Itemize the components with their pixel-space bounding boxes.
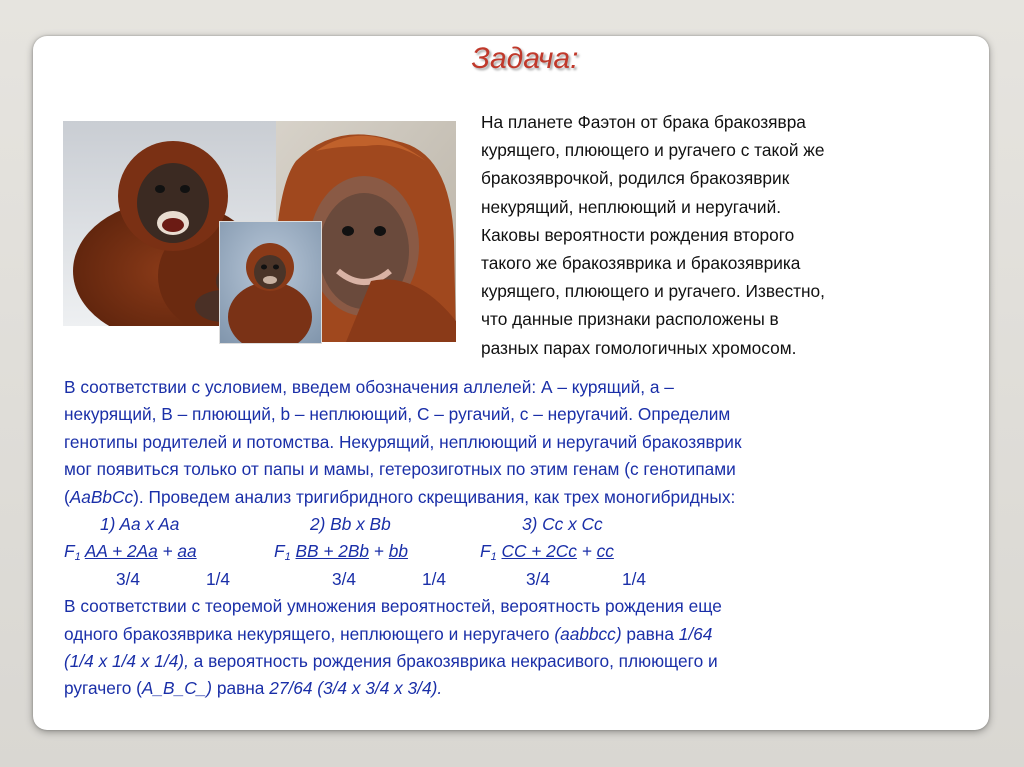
orangutan-photo-small <box>219 221 322 344</box>
analysis-text: ). Проведем анализ тригибридного скрещивания, как трех моногибридных: <box>133 486 736 507</box>
conclusion-text: одного бракозяврика некурящего, неплюющего и неругачего <box>64 623 555 644</box>
solution-line: В соответствии с условием, введем обозначения аллелей: А – курящий, а – <box>64 377 674 397</box>
f1-recessive-b: bb <box>388 541 408 562</box>
solution-line: некурящий, В – плюющий, b – неплюющий, С – ругачий, с – неругачий. Определим <box>64 404 731 425</box>
genotype-open: ( <box>64 486 70 507</box>
ratio-row <box>64 566 984 593</box>
dominant-genotype: A_B_C_) <box>141 678 213 699</box>
problem-line: бракозяврочкой, родился бракозяврик <box>481 168 790 189</box>
solution-block <box>64 374 984 703</box>
solution-line <box>64 484 984 511</box>
conclusion-text: а вероятность рождения бракозяврика некрасивого, плюющего и <box>188 650 718 671</box>
slide-title: Задача: <box>471 42 579 75</box>
f1-dominant-c: CC + 2Cc <box>501 541 577 562</box>
f1-plus: + <box>157 541 178 562</box>
conclusion-line: В соответствии с теоремой умножения вероятностей, вероятность рождения еще <box>64 596 722 617</box>
ratio: 1/4 <box>206 568 231 589</box>
f1-label: F <box>480 541 491 562</box>
f1-row <box>64 538 984 565</box>
conclusion-text: равна <box>212 678 270 699</box>
f1-label: F <box>64 541 75 562</box>
solution-line: генотипы родителей и потомства. Некурящий, неплюющий и неругачий бракозяврик <box>64 431 742 452</box>
parent-genotype: AaBbCc <box>69 486 134 507</box>
problem-line: что данные признаки расположены в <box>481 309 779 330</box>
conclusion-line <box>64 621 984 648</box>
ratio: 3/4 <box>332 568 357 589</box>
problem-line: разных парах гомологичных хромосом. <box>481 337 797 358</box>
ratio: 1/4 <box>622 568 647 589</box>
problem-line: На планете Фаэтон от брака бракозявра <box>481 112 806 132</box>
ratio: 3/4 <box>116 568 141 589</box>
conclusion-line <box>64 648 984 675</box>
problem-line: курящего, плюющего и ругачего. Известно, <box>481 281 825 302</box>
probability-1-64: 1/64 <box>678 623 713 644</box>
f1-dominant-b: BB + 2Bb <box>295 541 369 562</box>
recessive-genotype: (aabbcc) <box>554 623 622 644</box>
f1-plus: + <box>576 541 597 562</box>
f1-plus: + <box>369 541 389 562</box>
probability-27-64: 27/64 (3/4 x 3/4 x 3/4). <box>269 678 443 699</box>
f1-label: F <box>274 541 285 562</box>
conclusion-line <box>64 675 984 702</box>
problem-line: курящего, плюющего и ругачего с такой же <box>481 140 825 161</box>
f1-sub: 1 <box>74 551 81 564</box>
solution-line: мог появиться только от папы и мамы, гетерозиготных по этим генам (с генотипами <box>64 459 736 480</box>
problem-statement <box>481 108 961 362</box>
product-1-4: (1/4 x 1/4 x 1/4), <box>64 650 189 671</box>
conclusion-text: ругачего ( <box>64 678 142 699</box>
ratio: 3/4 <box>526 568 551 589</box>
cross-2: 2) Bb x Bb <box>310 513 391 534</box>
crosses-row <box>64 511 984 538</box>
problem-line: Каковы вероятности рождения второго <box>481 224 795 245</box>
ratio: 1/4 <box>422 568 447 589</box>
cross-1: 1) Aa x Aa <box>100 513 180 534</box>
conclusion-text: равна <box>621 623 679 644</box>
f1-recessive-c: cc <box>596 541 614 562</box>
f1-recessive-a: aa <box>177 541 197 562</box>
f1-sub: 1 <box>284 551 291 564</box>
f1-dominant-a: AA + 2Aa <box>84 541 158 562</box>
problem-line: такого же бракозяврика и бракозяврика <box>481 253 801 274</box>
cross-3: 3) Cc x Cc <box>522 513 603 534</box>
problem-line: некурящий, неплюющий и неругачий. <box>481 196 782 217</box>
f1-sub: 1 <box>490 551 497 564</box>
